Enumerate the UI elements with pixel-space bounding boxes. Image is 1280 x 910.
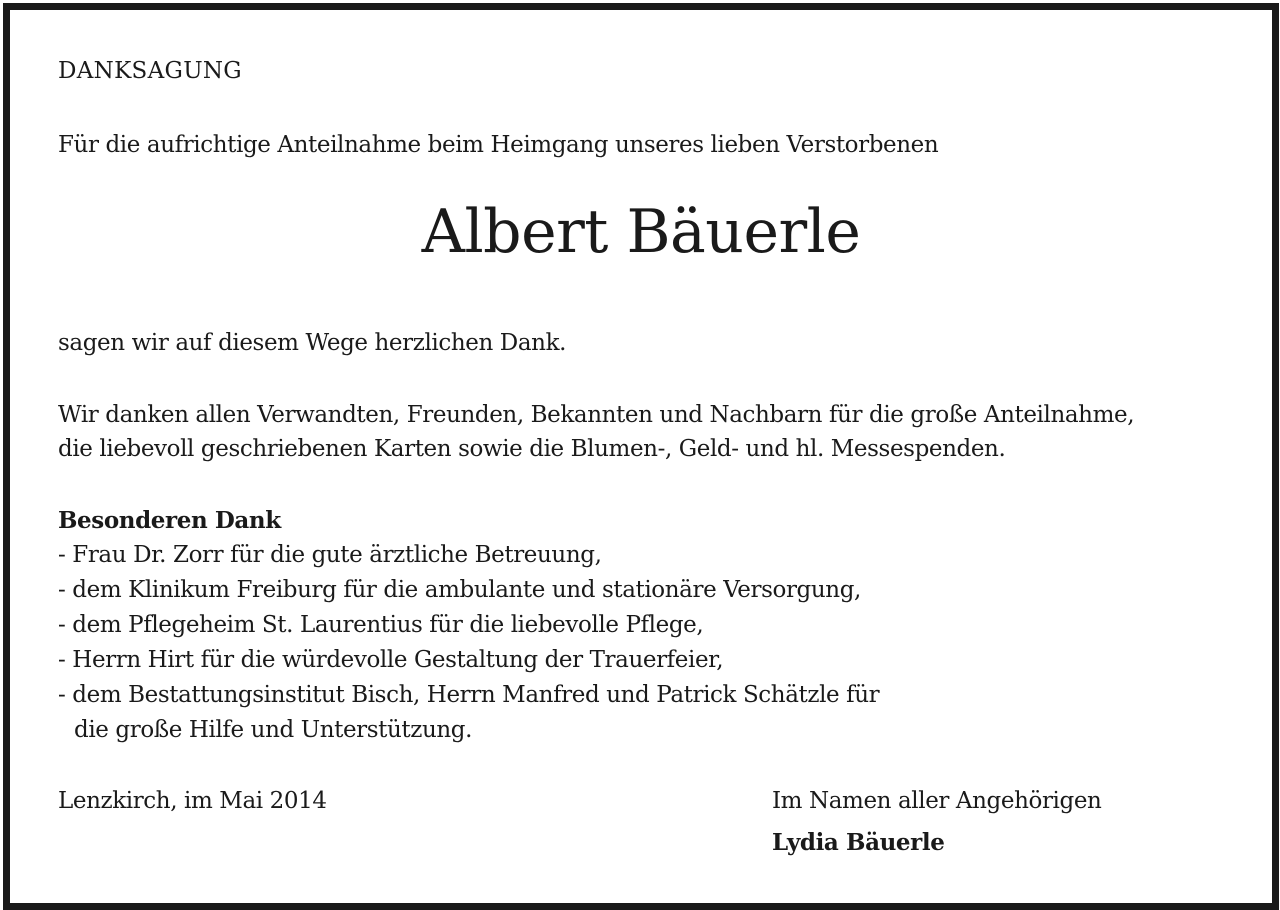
special-thanks-title: Besonderen Dank [58, 507, 281, 534]
place-date: Lenzkirch, im Mai 2014 [58, 788, 327, 814]
special-thanks-item: - dem Bestattungsinstitut Bisch, Herrn Manfred und Patrick Schätzle für [58, 682, 880, 708]
notice-frame [3, 3, 1279, 910]
signature-label: Im Namen aller Angehörigen [772, 788, 1102, 814]
special-thanks-item: - Herrn Hirt für die würdevolle Gestaltung der Trauerfeier, [58, 647, 724, 673]
notice-content [10, 10, 1272, 903]
deceased-name: Albert Bäuerle [421, 197, 861, 267]
special-thanks-item: - dem Klinikum Freiburg für die ambulante und stationäre Versorgung, [58, 577, 861, 603]
signature-name: Lydia Bäuerle [772, 829, 945, 856]
paragraph-line-1: Wir danken allen Verwandten, Freunden, Bekannten und Nachbarn für die große Anteilnahme, [58, 402, 1135, 428]
paragraph-line-2: die liebevoll geschriebenen Karten sowie die Blumen-, Geld- und hl. Messespenden. [58, 436, 1006, 462]
notice-heading: DANKSAGUNG [58, 58, 242, 84]
special-thanks-item: - dem Pflegeheim St. Laurentius für die liebevolle Pflege, [58, 612, 704, 638]
thanks-line: sagen wir auf diesem Wege herzlichen Dank. [58, 330, 567, 356]
intro-line: Für die aufrichtige Anteilnahme beim Heimgang unseres lieben Verstorbenen [58, 132, 939, 158]
special-thanks-item-continuation: die große Hilfe und Unterstützung. [74, 717, 473, 743]
special-thanks-list [58, 538, 879, 748]
special-thanks-item: - Frau Dr. Zorr für die gute ärztliche Betreuung, [58, 542, 602, 568]
